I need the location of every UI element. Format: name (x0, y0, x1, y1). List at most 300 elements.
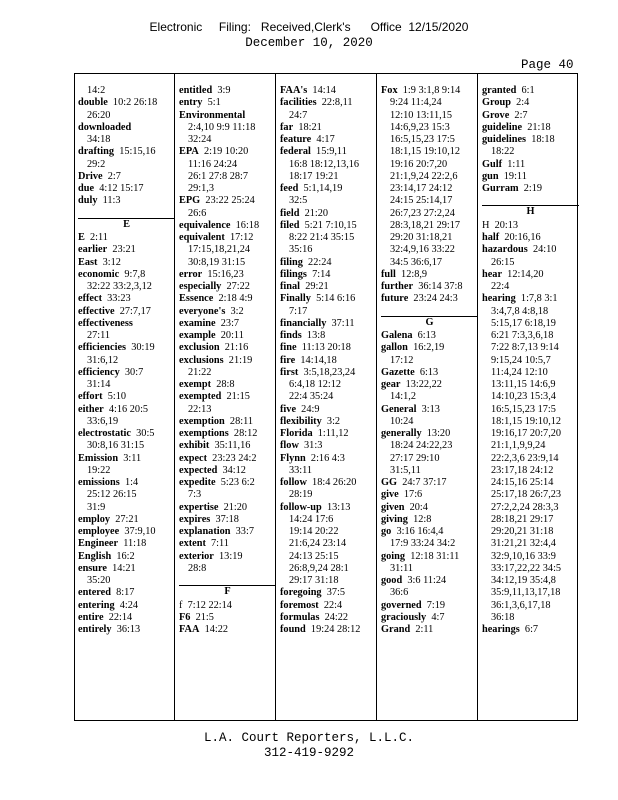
index-term: filed (280, 219, 300, 231)
index-references-continued: 14:10,23 15:3,4 (491, 391, 556, 403)
index-references-continued: 6:21 7:3,3,6,18 (491, 330, 554, 341)
index-term: found (280, 624, 306, 635)
index-references: 11:3 (102, 195, 121, 207)
index-term: fine (280, 342, 297, 354)
filing-stamp: Electronic Filing: Received,Clerk's Office 12/15/2020 (149, 20, 469, 34)
index-references-continued: 18:17 19:21 (289, 170, 339, 182)
index-entry (381, 612, 478, 624)
index-entry (280, 85, 377, 97)
index-term: efficiencies (78, 342, 127, 354)
index-term: employ (78, 513, 111, 525)
index-term: examine (179, 317, 216, 329)
index-entry (381, 624, 478, 636)
index-term: gun (482, 170, 499, 182)
index-references: 3:13 (421, 403, 440, 415)
index-references-continued: 21:1,9,24 22:2,6 (390, 170, 458, 182)
index-references: 22:4 (323, 599, 343, 611)
index-term: follow (280, 477, 307, 488)
index-entry (78, 514, 175, 526)
index-references: 30:7 (124, 366, 144, 378)
index-term: flow (280, 440, 299, 452)
index-references-continued: 14:6,9,23 15:3 (390, 121, 450, 133)
index-references: 2:19 (523, 183, 543, 194)
index-references: 34:12 (222, 464, 246, 476)
index-references: 6:7 (524, 624, 539, 635)
index-entry (482, 122, 579, 134)
index-references: 18:4 26:20 (312, 477, 357, 488)
index-term: H (482, 219, 490, 231)
index-entry (179, 428, 276, 440)
index-term: field (280, 207, 300, 219)
index-term: future (381, 293, 409, 305)
index-term: filings (280, 268, 307, 280)
index-references-continued: 35:16 (289, 244, 313, 256)
index-term: hazardous (482, 244, 528, 256)
index-term: five (280, 403, 297, 415)
index-term: first (280, 366, 299, 378)
index-term: Gulf (482, 158, 503, 170)
index-references-continued: 23:17,18 24:12 (491, 464, 554, 476)
index-entry (179, 281, 276, 293)
index-references-continued: 16:8 18:12,13,16 (289, 158, 360, 170)
index-references: 13:8 (306, 330, 326, 341)
index-term: East (78, 256, 98, 268)
index-references-continued: 28:18,21 29:17 (491, 513, 554, 525)
index-entry (179, 538, 276, 550)
index-entry (78, 526, 175, 538)
index-references-continued: 31:21,21 32:4,4 (491, 538, 556, 550)
index-references-continued: 26:1 27:8 28:7 (188, 170, 249, 182)
index-references-continued: 32:4,9,16 33:22 (390, 244, 455, 256)
index-references: 20:11 (220, 330, 244, 341)
index-references-continued: 35:9,11,13,17,18 (491, 587, 561, 599)
index-term: Gurram (482, 183, 519, 194)
index-references-continued: 27:2,2,24 28:3,3 (491, 501, 559, 513)
index-entry (381, 330, 478, 342)
index-references-continued: 18:1,15 19:10,12 (390, 146, 461, 158)
index-term: extent (179, 538, 206, 550)
index-references: 13:13 (326, 501, 351, 513)
index-references-continued: 33:6,19 (87, 415, 119, 427)
index-entry (179, 502, 276, 514)
index-references-continued: 31:11 (390, 562, 414, 574)
index-term: exhibit (179, 440, 210, 452)
index-entry (381, 404, 478, 416)
index-references-continued: 21:1,1,9,9,24 (491, 440, 546, 452)
index-references: 21:5 (195, 611, 214, 623)
index-references: 2:7 (107, 170, 121, 182)
index-references-continued: 34:12,19 35:4,8 (491, 575, 556, 586)
index-references: 21:15 (226, 391, 250, 403)
index-column-5 (482, 85, 579, 636)
index-references: 33:23 (107, 293, 131, 305)
index-entry (78, 318, 175, 330)
index-term: Emission (78, 452, 119, 464)
index-term: given (381, 501, 405, 513)
index-entry (381, 551, 478, 563)
index-references: 12:8,9 (401, 268, 428, 280)
index-references-continued: 22:4 (491, 281, 510, 292)
index-references: 14:21 (112, 562, 136, 574)
index-references: 2:18 4:9 (218, 293, 253, 305)
index-term: hearing (482, 293, 516, 305)
index-term: good (381, 575, 403, 586)
index-references: 28:8 (216, 379, 235, 390)
index-term: giving (381, 513, 408, 525)
index-term: efficiency (78, 366, 120, 378)
index-entry (280, 624, 377, 636)
index-term: effect (78, 293, 102, 305)
index-term: gallon (381, 342, 408, 354)
index-references: 4:7 (431, 611, 445, 623)
transcript-date: December 10, 2020 (245, 36, 373, 50)
index-entry (179, 379, 276, 391)
index-term: expires (179, 513, 211, 525)
index-entry (381, 281, 478, 293)
index-references: 6:1 (521, 85, 535, 96)
index-references-continued: 36:18 (491, 611, 515, 623)
index-term: Environmental (179, 109, 246, 121)
index-entry (280, 453, 377, 465)
index-references: 24:22 (324, 611, 349, 623)
index-entry (280, 342, 377, 354)
index-references: 27:22 (226, 281, 250, 292)
index-references-continued: 22:13 (188, 403, 212, 415)
index-term: especially (179, 281, 222, 292)
index-entry (381, 502, 478, 514)
index-references: 19:11 (503, 170, 527, 182)
index-entry (179, 391, 276, 403)
index-term: Essence (179, 293, 214, 305)
section-header (78, 208, 175, 233)
index-term: exempted (179, 391, 222, 403)
index-references-continued: 33:11 (289, 464, 313, 476)
index-entry (280, 281, 377, 293)
index-term: f (179, 599, 183, 611)
index-entry (78, 195, 175, 207)
index-references-continued: 26:8,9,24 28:1 (289, 562, 349, 574)
index-references: 37:5 (326, 587, 346, 599)
index-references-continued: 35:20 (87, 575, 111, 586)
index-references-continued: 24:13 25:15 (289, 550, 339, 562)
index-references: 21:18 (527, 121, 551, 133)
index-column-1 (78, 85, 175, 636)
section-header (381, 306, 478, 331)
index-term: ensure (78, 562, 107, 574)
index-references-continued: 34:5 36:6,17 (390, 256, 443, 268)
index-entry (482, 293, 579, 305)
index-entry (482, 134, 579, 146)
index-references-continued: 11:16 24:24 (188, 158, 238, 170)
index-references-continued: 26:15 (491, 256, 515, 268)
index-entry (78, 293, 175, 305)
index-entry (179, 416, 276, 428)
index-references: 18:21 (298, 121, 322, 133)
index-references: 3:2 (230, 305, 244, 317)
index-references-continued: 12:10 13:11,15 (390, 109, 452, 121)
index-references-continued: 7:3 (188, 489, 202, 501)
index-references: 12:14,20 (507, 268, 544, 280)
index-term: further (381, 281, 414, 292)
section-letter: G (425, 316, 434, 328)
index-references: 23:21 (112, 244, 136, 256)
index-entry (179, 355, 276, 367)
index-references: 4:12 15:17 (99, 183, 144, 194)
index-entry (78, 391, 175, 403)
index-entry (381, 514, 478, 526)
index-term: F6 (179, 611, 191, 623)
index-term: guidelines (482, 134, 527, 145)
index-term: equivalent (179, 232, 225, 243)
index-entry (482, 220, 579, 232)
index-entry (381, 428, 478, 440)
index-term: equivalence (179, 219, 231, 231)
index-entry (280, 122, 377, 134)
index-term: effective (78, 305, 115, 317)
index-references-continued: 28:3,18,21 29:17 (390, 219, 461, 231)
index-references: 4:17 (316, 134, 335, 145)
index-references-continued: 21:22 (188, 366, 212, 378)
index-references: 9:7,8 (124, 268, 146, 280)
index-term: final (280, 281, 301, 292)
index-references-continued: 18:24 24:22,23 (390, 440, 453, 452)
index-term: error (179, 268, 203, 280)
index-term: Grand (381, 624, 411, 635)
index-term: E (78, 232, 85, 243)
index-entry (280, 502, 377, 514)
index-references: 23:7 (220, 317, 240, 329)
index-entry (78, 587, 175, 599)
index-references: 2:11 (415, 624, 434, 635)
index-term: FAA (179, 624, 200, 635)
index-term: entering (78, 599, 115, 611)
index-references: 23:24 24:3 (413, 293, 458, 305)
index-references-continued: 13:11,15 14:6,9 (491, 379, 556, 390)
index-references: 7:19 (426, 599, 446, 611)
index-references-continued: 22:4 35:24 (289, 391, 334, 403)
index-entry (78, 428, 175, 440)
index-references: 30:5 (136, 428, 155, 439)
index-references: 15:15,16 (119, 146, 156, 158)
index-references: 3:9 (217, 85, 231, 96)
index-term: far (280, 121, 294, 133)
index-entry (280, 416, 377, 428)
index-entry (280, 257, 377, 269)
index-references: 15:9,11 (316, 146, 347, 158)
index-entry (78, 551, 175, 563)
index-term: give (381, 489, 399, 501)
index-term: earlier (78, 244, 108, 256)
index-references: 1:11 (507, 158, 526, 170)
index-references: 10:2 26:18 (112, 97, 158, 109)
index-entry (381, 477, 478, 489)
index-references-continued: 11:4,24 12:10 (491, 366, 548, 378)
index-entry (78, 624, 175, 636)
index-term: facilities (280, 97, 317, 109)
index-entry (78, 171, 175, 183)
index-term: flexibility (280, 415, 322, 427)
index-references: 36:13 (116, 624, 141, 635)
index-references-continued: 29:20 31:18,21 (390, 232, 453, 243)
index-entry (78, 232, 175, 244)
index-references: 37:11 (331, 317, 355, 329)
index-entry (482, 171, 579, 183)
index-references-continued: 5:15,17 6:18,19 (491, 317, 556, 329)
index-entry (280, 355, 377, 367)
index-references: 5:23 6:2 (220, 477, 255, 488)
index-references: 29:21 (305, 281, 329, 292)
index-term: foremost (280, 599, 319, 611)
index-references-continued: 32:24 (188, 134, 212, 145)
index-references: 3:5,18,23,24 (303, 366, 356, 378)
index-entry (280, 612, 377, 624)
index-entry (280, 477, 377, 489)
index-references-continued: 19:22 (87, 464, 111, 476)
index-entry (482, 159, 579, 171)
index-term: effort (78, 391, 103, 403)
index-references: 23:22 25:24 (205, 195, 255, 207)
index-term: due (78, 183, 95, 194)
index-entry (280, 183, 377, 195)
index-references: 22:24 (308, 256, 332, 268)
index-entry (280, 134, 377, 146)
index-references-continued: 29:20,21 31:18 (491, 526, 554, 537)
index-references: 17:12 (229, 232, 254, 243)
index-column-4 (381, 85, 478, 636)
index-references: 5:1,14,19 (303, 183, 343, 194)
index-references-continued: 33:17,22,22 34:5 (491, 562, 562, 574)
index-entry (179, 97, 276, 109)
index-references: 23:23 24:2 (212, 452, 257, 464)
index-entry (78, 122, 175, 134)
index-references-continued: 30:8,19 31:15 (188, 256, 246, 268)
index-term: electrostatic (78, 428, 131, 439)
index-term: entitled (179, 85, 213, 96)
index-entry (280, 440, 377, 452)
index-term: entirely (78, 624, 112, 635)
index-references: 21:19 (228, 354, 253, 366)
index-references: 6:13 (419, 366, 439, 378)
index-references-continued: 9:15,24 10:5,7 (491, 354, 551, 366)
index-term: going (381, 550, 406, 562)
index-references: 21:20 (223, 501, 248, 513)
index-references-continued: 14:1,2 (390, 391, 417, 403)
index-term: General (381, 403, 417, 415)
index-term: gear (381, 379, 401, 390)
index-term: Engineer (78, 538, 119, 550)
index-references-continued: 7:22 8:7,13 9:14 (491, 342, 559, 354)
index-entry (78, 342, 175, 354)
index-term: hear (482, 268, 503, 280)
index-references: 12:8 (413, 513, 432, 525)
index-entry (280, 404, 377, 416)
index-entry (78, 244, 175, 256)
index-term: hearings (482, 624, 520, 635)
index-entry (280, 146, 377, 158)
index-term: employee (78, 526, 120, 537)
index-references: 22:14 (108, 611, 133, 623)
index-references: 3:12 (102, 256, 121, 268)
index-references: 24:10 (532, 244, 557, 256)
index-references: 27:7,17 (119, 305, 151, 317)
index-references-continued: 16:5,15,23 17:5 (390, 134, 455, 145)
index-term: double (78, 97, 108, 109)
index-references: 13:20 (426, 428, 451, 439)
index-entry (381, 342, 478, 354)
index-references: 24:7 37:17 (402, 477, 447, 488)
index-term: entered (78, 587, 111, 599)
index-references-continued: 23:14,17 24:12 (390, 183, 453, 194)
index-entry (78, 477, 175, 489)
section-letter: H (526, 206, 535, 218)
index-references: 28:11 (229, 415, 253, 427)
index-references-continued: 31:9 (87, 501, 106, 513)
index-term: half (482, 232, 500, 243)
index-entry (179, 220, 276, 232)
index-entry (280, 318, 377, 330)
index-term: duly (78, 195, 98, 207)
index-term: exclusions (179, 354, 224, 366)
index-references-continued: 32:5 (289, 195, 308, 207)
index-entry (381, 269, 478, 281)
index-entry (179, 306, 276, 318)
index-entry (179, 600, 276, 612)
index-term: go (381, 526, 392, 537)
index-entry (482, 624, 579, 636)
index-term: Group (482, 97, 511, 109)
index-references: 14:14,18 (300, 354, 337, 366)
index-references-continued: 17:15,18,21,24 (188, 244, 251, 256)
index-references: 2:7 (514, 109, 528, 121)
index-references-continued: 32:22 33:2,3,12 (87, 281, 152, 292)
index-references: 7:11 (211, 538, 229, 550)
index-references-continued: 36:1,3,6,17,18 (491, 599, 551, 611)
index-entry (78, 538, 175, 550)
index-references: 2:4 (516, 97, 530, 109)
index-term: entire (78, 611, 104, 623)
index-references-continued: 28:8 (188, 562, 207, 574)
index-references-continued: 18:1,15 19:10,12 (491, 415, 562, 427)
index-term: Gazette (381, 366, 415, 378)
index-references: 17:6 (403, 489, 423, 501)
index-references: 31:3 (304, 440, 323, 452)
index-term: Flynn (280, 452, 306, 464)
index-references: 20:4 (409, 501, 428, 513)
index-term: foregoing (280, 587, 322, 599)
index-references: 21:16 (224, 342, 249, 354)
index-term: downloaded (78, 121, 132, 133)
index-term: entry (179, 97, 203, 109)
index-entry (280, 367, 377, 379)
index-term: either (78, 403, 104, 415)
index-references-continued: 7:17 (289, 305, 308, 317)
index-references: 1:4 (124, 477, 139, 488)
index-entry (179, 612, 276, 624)
section-header (179, 575, 276, 600)
index-references: 37:18 (215, 513, 239, 525)
index-entry (78, 367, 175, 379)
index-entry (482, 110, 579, 122)
section-letter: E (123, 218, 130, 230)
reporter-name: L.A. Court Reporters, L.L.C. (203, 731, 415, 745)
index-entry (482, 97, 579, 109)
index-term: Grove (482, 109, 510, 121)
index-term: exempt (179, 379, 212, 390)
index-entry (179, 293, 276, 305)
index-term: emissions (78, 477, 120, 488)
index-references-continued: 16:5,15,23 17:5 (491, 403, 556, 415)
index-term: EPA (179, 146, 199, 158)
